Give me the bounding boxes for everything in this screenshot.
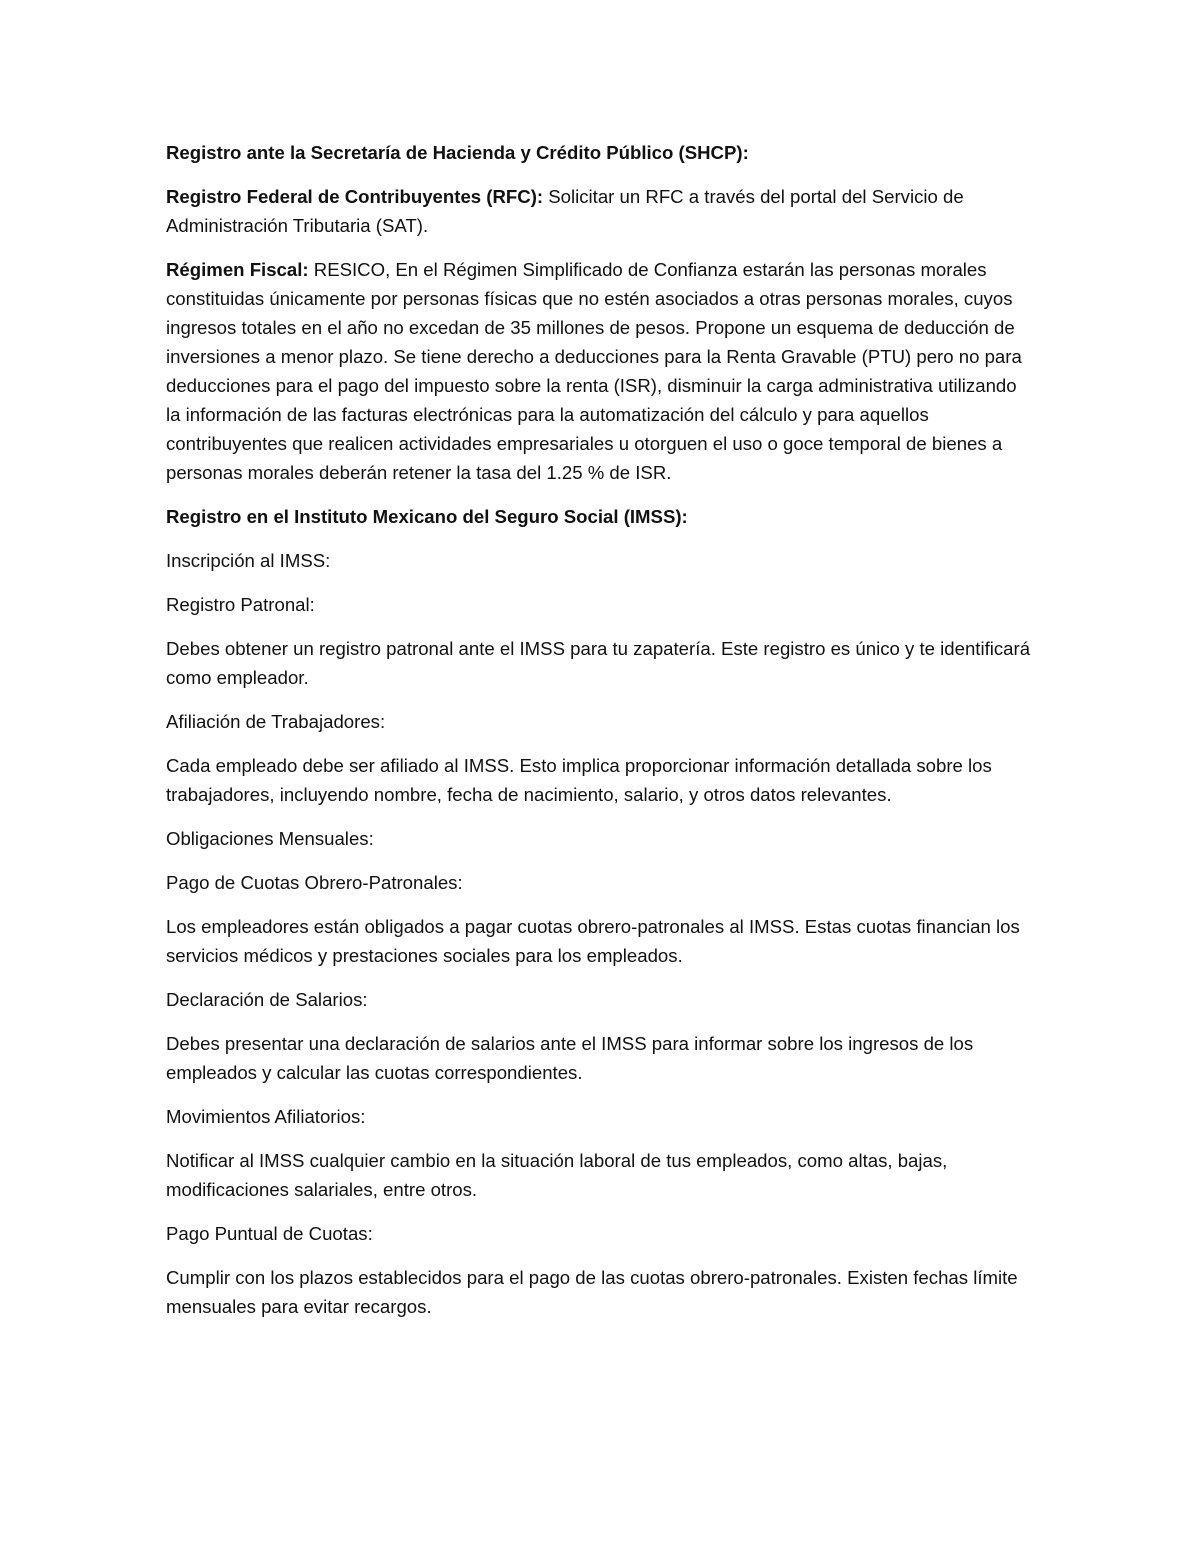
imss-registro-patronal-text: Debes obtener un registro patronal ante el IMSS para tu zapatería. Este registro es único y te identificará como empleador. [166, 638, 1031, 688]
imss-obligaciones-heading: Obligaciones Mensuales: [166, 828, 374, 849]
imss-afiliacion-heading: Afiliación de Trabajadores: [166, 711, 386, 732]
imss-registro-patronal-heading: Registro Patronal: [166, 594, 315, 615]
imss-heading: Registro en el Instituto Mexicano del Seguro Social (IMSS): [166, 506, 688, 527]
imss-cuotas-heading: Pago de Cuotas Obrero-Patronales: [166, 872, 463, 893]
regimen-text: RESICO, En el Régimen Simplificado de Confianza estarán las personas morales constituidas únicamente por personas físicas que no estén asociados a otras personas morales, cuyos ingresos totales en el año no excedan de 35 millones de pesos. Propone un esquema de deducción de inversiones a menor plazo. Se tiene derecho a deducciones para la Renta Gravable (PTU) pero no para deducciones para el pago del impuesto sobre la renta (ISR), disminuir la carga administrativa utilizando la información de las facturas electrónicas para la automatización del cálculo y para aquellos contribuyentes que realicen actividades empresariales u otorguen el uso o goce temporal de bienes a personas morales deberán retener la tasa del 1.25 % de ISR. [166, 259, 1022, 483]
rfc-text: Solicitar un RFC a través del portal del Servicio de Administración Tributaria (SAT). [166, 186, 964, 236]
imss-inscripcion-heading: Inscripción al IMSS: [166, 550, 331, 571]
rfc-paragraph [166, 182, 1036, 240]
shcp-heading: Registro ante la Secretaría de Hacienda y Crédito Público (SHCP): [166, 142, 749, 163]
rfc-label: Registro Federal de Contribuyentes (RFC): [166, 186, 544, 207]
imss-declaracion-heading: Declaración de Salarios: [166, 989, 368, 1010]
imss-afiliacion-text: Cada empleado debe ser afiliado al IMSS. Esto implica proporcionar información detallada sobre los trabajadores, incluyendo nombre, fecha de nacimiento, salario, y otros datos relevantes. [166, 755, 992, 805]
regimen-label: Régimen Fiscal: [166, 259, 309, 280]
imss-declaracion-text: Debes presentar una declaración de salarios ante el IMSS para informar sobre los ingresos de los empleados y calcular las cuotas correspondientes. [166, 1033, 974, 1083]
document-page [166, 138, 1036, 1336]
imss-pago-puntual-text: Cumplir con los plazos establecidos para el pago de las cuotas obrero-patronales. Existen fechas límite mensuales para evitar recargos. [166, 1267, 1018, 1317]
imss-pago-puntual-heading: Pago Puntual de Cuotas: [166, 1223, 373, 1244]
regimen-paragraph [166, 255, 1036, 487]
imss-movimientos-text: Notificar al IMSS cualquier cambio en la situación laboral de tus empleados, como altas, bajas, modificaciones salariales, entre otros. [166, 1150, 948, 1200]
imss-movimientos-heading: Movimientos Afiliatorios: [166, 1106, 366, 1127]
imss-cuotas-text: Los empleadores están obligados a pagar cuotas obrero-patronales al IMSS. Estas cuotas financian los servicios médicos y prestaciones sociales para los empleados. [166, 916, 1020, 966]
